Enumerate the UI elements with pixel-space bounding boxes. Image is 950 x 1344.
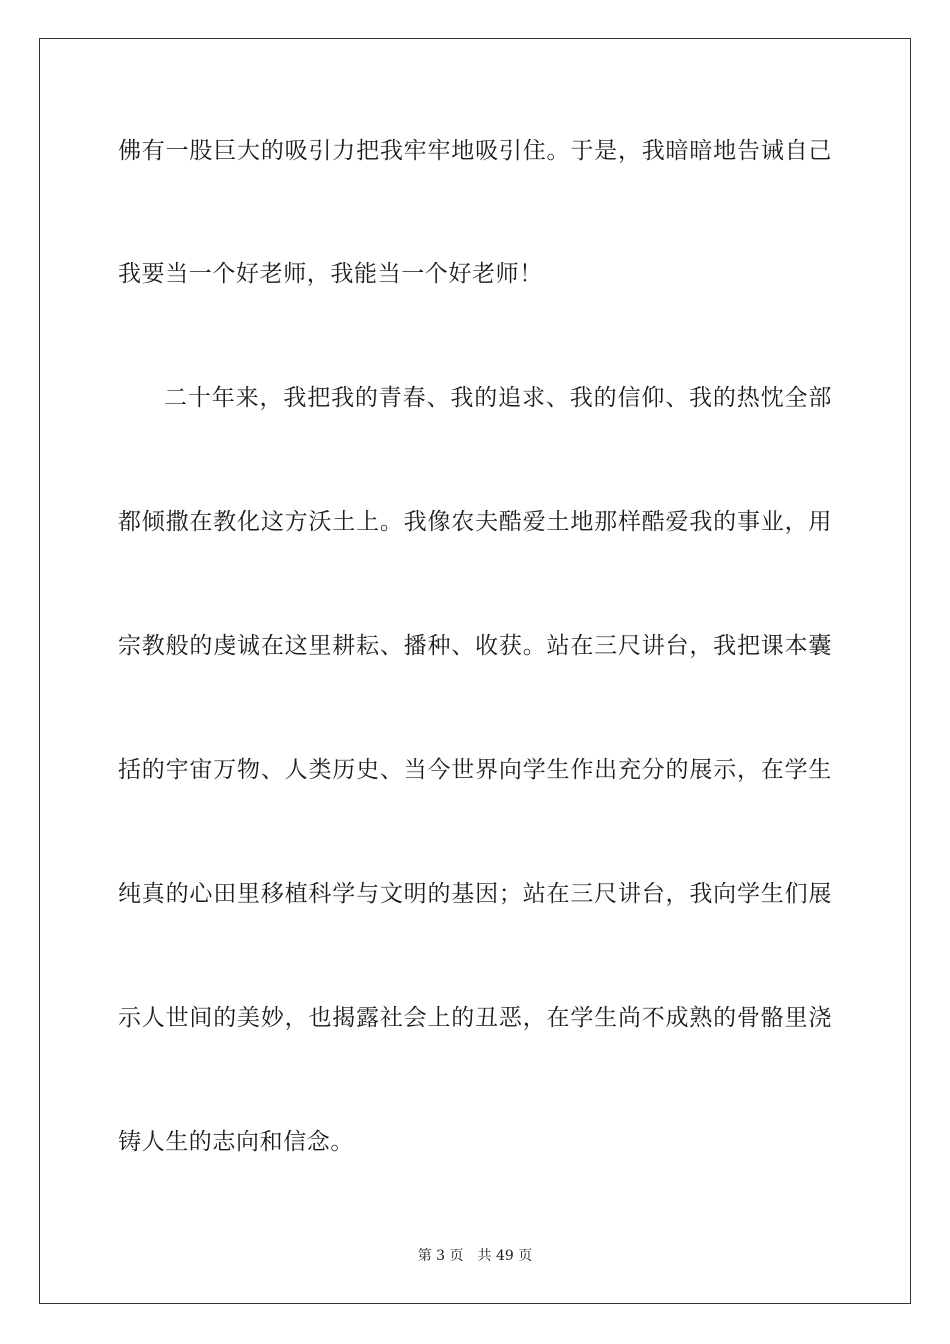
body-text-line-1: 佛有一股巨大的吸引力把我牢牢地吸引住。于是，我暗暗地告诫自己 <box>118 138 832 164</box>
body-text-line-5: 宗教般的虔诚在这里耕耘、播种、收获。站在三尺讲台，我把课本囊 <box>118 633 832 659</box>
total-pages: 共 49 页 <box>477 1248 533 1264</box>
body-text-line-4: 都倾撒在教化这方沃土上。我像农夫酷爱土地那样酷爱我的事业，用 <box>118 509 832 535</box>
body-text-line-6: 括的宇宙万物、人类历史、当今世界向学生作出充分的展示，在学生 <box>118 757 832 783</box>
body-text-line-7: 纯真的心田里移植科学与文明的基因；站在三尺讲台，我向学生们展 <box>118 881 832 907</box>
body-text-line-9: 铸人生的志向和信念。 <box>118 1129 354 1155</box>
body-text-line-2: 我要当一个好老师，我能当一个好老师！ <box>118 261 543 287</box>
page-number: 第 3 页 <box>417 1248 464 1264</box>
page-border <box>39 38 911 1304</box>
body-text-line-3: 二十年来，我把我的青春、我的追求、我的信仰、我的热忱全部 <box>164 385 832 411</box>
body-text-line-8: 示人世间的美妙，也揭露社会上的丑恶，在学生尚不成熟的骨骼里浇 <box>118 1005 832 1031</box>
page-footer <box>0 1247 950 1265</box>
